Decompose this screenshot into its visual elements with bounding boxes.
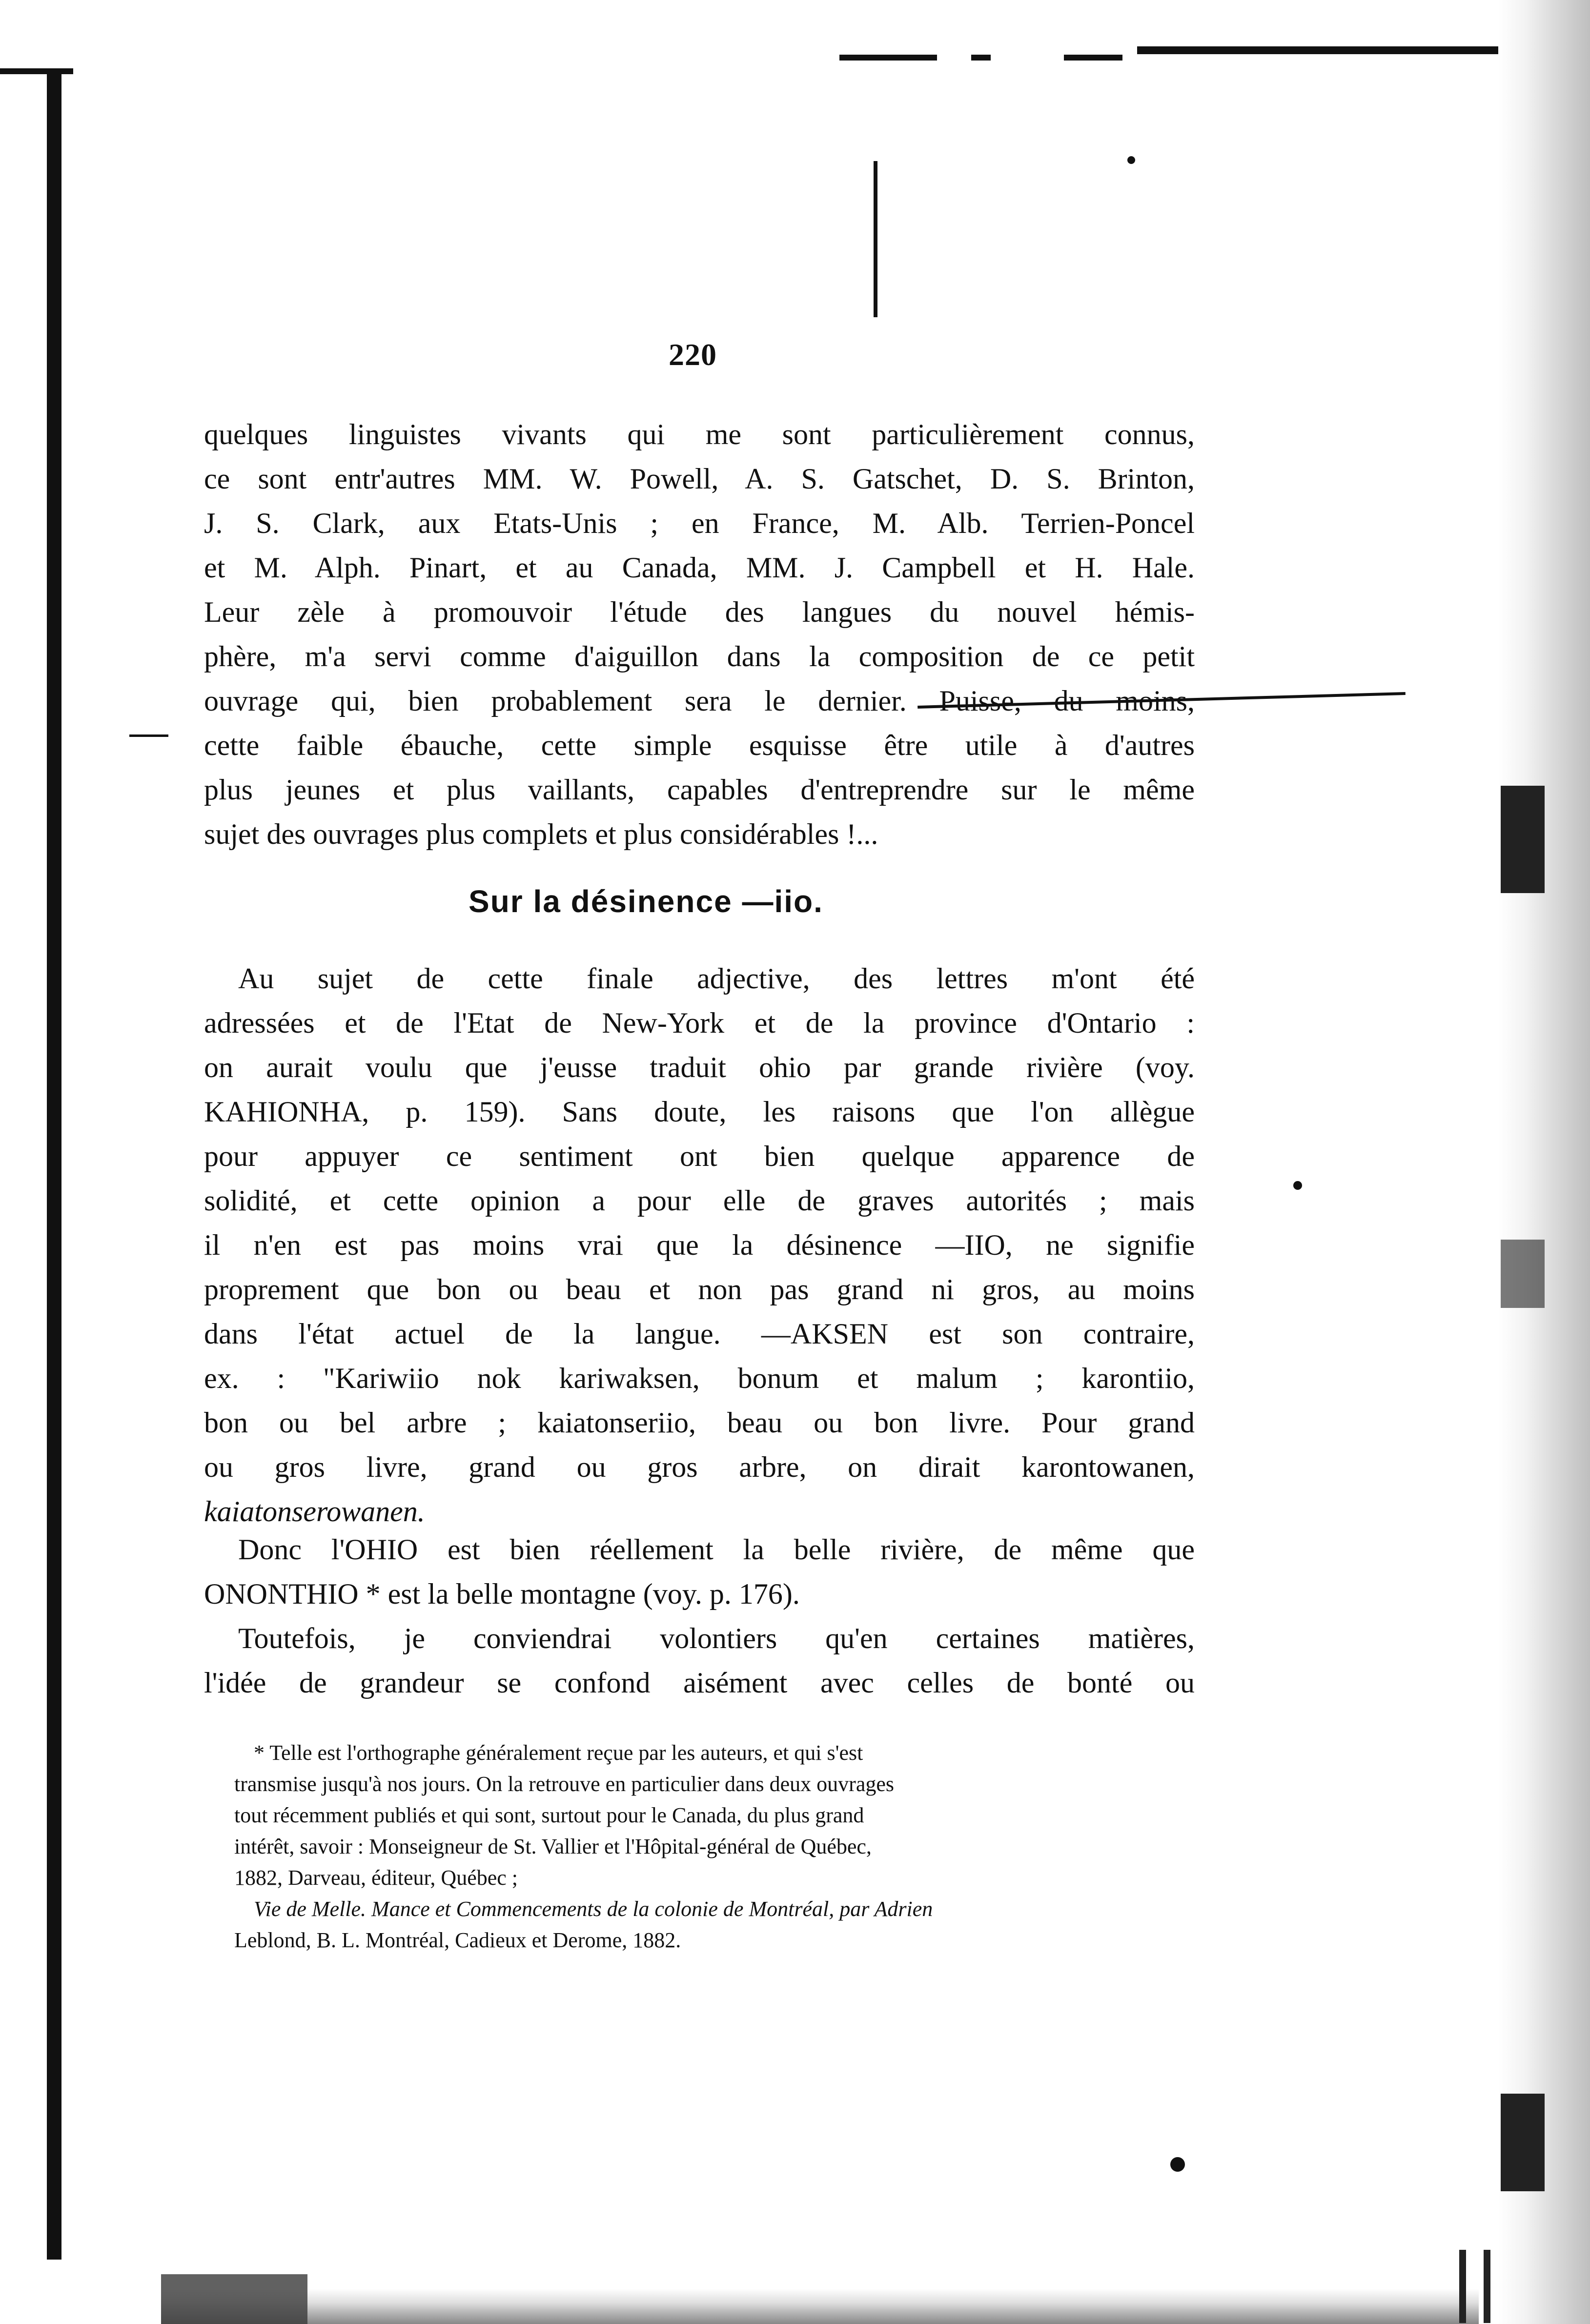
- text-line: Leur zèle à promouvoir l'étude des langues du nouvel hémis-: [204, 596, 1195, 628]
- scan-edge-bottom: [161, 2289, 1479, 2324]
- text-line: quelques linguistes vivants qui me sont particulièrement connus,: [204, 418, 1195, 450]
- scan-mark: [971, 55, 991, 61]
- text-line: Au sujet de cette finale adjective, des lettres m'ont été: [238, 962, 1195, 995]
- text-line: bon ou bel arbre ; kaiatonseriio, beau ou bon livre. Pour grand: [204, 1407, 1195, 1439]
- text-line: il n'en est pas moins vrai que la désinence —IIO, ne signifie: [204, 1229, 1195, 1261]
- ink-spot: [1170, 2157, 1185, 2172]
- text-line: et M. Alph. Pinart, et au Canada, MM. J. Campbell et H. Hale.: [204, 551, 1195, 584]
- text-line: proprement que bon ou beau et non pas grand ni gros, au moins: [204, 1273, 1195, 1305]
- section-heading: Sur la désinence —iio.: [469, 884, 823, 919]
- scan-mark: [161, 2274, 307, 2324]
- paragraph-intro: [204, 412, 1195, 856]
- scan-mark: [1484, 2250, 1490, 2323]
- footnote-line: tout récemment publiés et qui sont, surtout pour le Canada, du plus grand: [234, 1803, 864, 1827]
- text-line: sujet des ouvrages plus complets et plus considérables !...: [204, 818, 878, 850]
- footnotes: [234, 1737, 1191, 1956]
- text-line: plus jeunes et plus vaillants, capables d'entreprendre sur le même: [204, 774, 1195, 806]
- paragraph-desinence: [204, 957, 1195, 1534]
- text-line: phère, m'a servi comme d'aiguillon dans la composition de ce petit: [204, 640, 1195, 673]
- footnote-line: Leblond, B. L. Montréal, Cadieux et Derome, 1882.: [234, 1928, 681, 1952]
- scan-border-top-right: [1137, 46, 1498, 54]
- text-line: on aurait voulu que j'eusse traduit ohio par grande rivière (voy.: [204, 1051, 1195, 1083]
- scan-mark: [839, 55, 937, 61]
- text-line: dans l'état actuel de la langue. —AKSEN est son contraire,: [204, 1318, 1195, 1350]
- scan-mark: [1501, 786, 1545, 893]
- scan-mark: [1501, 1240, 1545, 1308]
- scan-mark: [874, 161, 877, 317]
- text-line: ouvrage qui, bien probablement sera le dernier. Puisse, du moins,: [204, 685, 1195, 717]
- ink-spot: [1127, 156, 1135, 164]
- text-line: ce sont entr'autres MM. W. Powell, A. S. Gatschet, D. S. Brinton,: [204, 463, 1195, 495]
- text-line: adressées et de l'Etat de New-York et de la province d'Ontario :: [204, 1007, 1195, 1039]
- text-line: pour appuyer ce sentiment ont bien quelque apparence de: [204, 1140, 1195, 1172]
- footnote-line: * Telle est l'orthographe généralement reçue par les auteurs, et qui s'est: [254, 1741, 863, 1765]
- text-line: kaiatonserowanen.: [204, 1495, 425, 1528]
- footnote-line: 1882, Darveau, éditeur, Québec ;: [234, 1866, 518, 1890]
- paragraph-toutefois: [204, 1616, 1195, 1705]
- ink-spot: [1293, 1181, 1302, 1190]
- strike-through-mark: [129, 734, 168, 737]
- text-line: ex. : "Kariwiio nok kariwaksen, bonum et malum ; karontiio,: [204, 1362, 1195, 1394]
- page-number: 220: [669, 337, 717, 372]
- text-line: Donc l'OHIO est bien réellement la belle rivière, de même que: [238, 1533, 1195, 1566]
- footnote-line: Vie de Melle. Mance et Commencements de la colonie de Montréal, par Adrien: [254, 1897, 933, 1921]
- text-line: ONONTHIO * est la belle montagne (voy. p. 176).: [204, 1578, 800, 1610]
- scan-edge-right: [1498, 0, 1590, 2324]
- text-line: ou gros livre, grand ou gros arbre, on dirait karontowanen,: [204, 1451, 1195, 1483]
- scan-border-top-left: [0, 68, 73, 74]
- text-line: l'idée de grandeur se confond aisément avec celles de bonté ou: [204, 1667, 1195, 1699]
- scan-mark: [1501, 2094, 1545, 2191]
- text-line: solidité, et cette opinion a pour elle de graves autorités ; mais: [204, 1184, 1195, 1217]
- footnote-line: transmise jusqu'à nos jours. On la retrouve en particulier dans deux ouvrages: [234, 1772, 895, 1796]
- scan-mark: [1459, 2250, 1466, 2323]
- scan-mark: [1064, 55, 1122, 61]
- text-line: cette faible ébauche, cette simple esquisse être utile à d'autres: [204, 729, 1195, 761]
- scan-border-left: [47, 73, 61, 2260]
- text-line: KAHIONHA, p. 159). Sans doute, les raisons que l'on allègue: [204, 1096, 1195, 1128]
- footnote-line: intérêt, savoir : Monseigneur de St. Vallier et l'Hôpital-général de Québec,: [234, 1835, 872, 1858]
- paragraph-ohio: [204, 1528, 1195, 1616]
- text-line: J. S. Clark, aux Etats-Unis ; en France, M. Alb. Terrien-Poncel: [204, 507, 1195, 539]
- text-line: Toutefois, je conviendrai volontiers qu'en certaines matières,: [238, 1622, 1195, 1654]
